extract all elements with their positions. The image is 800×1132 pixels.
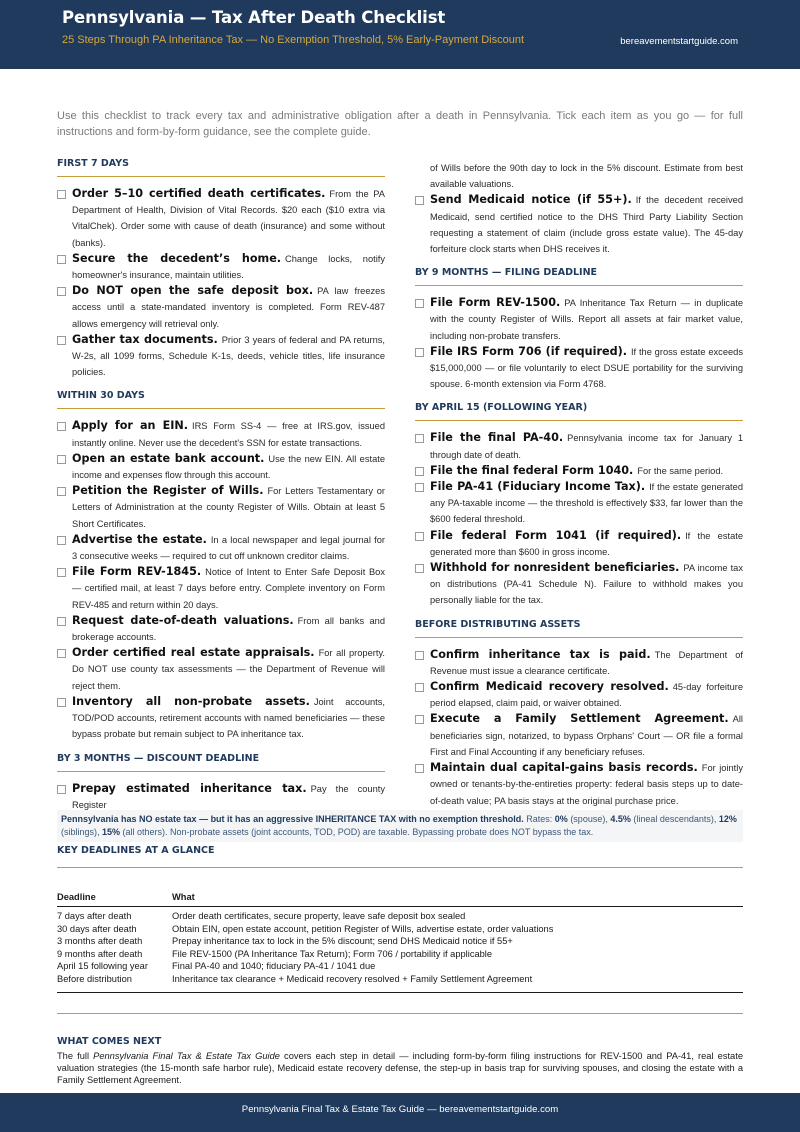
checklist-item-title: Inventory all non-probate assets. (72, 694, 310, 708)
checkbox[interactable] (415, 764, 424, 773)
checklist-item (415, 344, 743, 393)
checklist-item-title: Advertise the estate. (72, 532, 207, 546)
checkbox[interactable] (57, 649, 66, 658)
checklist-item-text: Pennsylvania income tax for January 1 through date of death. (430, 433, 744, 460)
guide-title: Pennsylvania Final Tax & Estate Tax Guide (93, 1051, 280, 1061)
divider (57, 867, 743, 868)
section-heading-within-30-days: WITHIN 30 DAYS (57, 390, 385, 409)
deadline-cell: Before distribution (57, 973, 172, 992)
checklist-item (415, 463, 743, 479)
note-text: (all others). Non-probate assets (joint accounts, TOD, POD) are taxable. Bypassing probate does NOT bypass the tax. (120, 827, 594, 837)
checklist-item-text: The Department of Revenue must issue a clearance certificate. (430, 649, 743, 676)
checklist-item (57, 564, 385, 613)
checklist-by-3-months-continued (415, 192, 743, 257)
note-rate-lineal: 4.5% (610, 814, 631, 824)
section-heading-by-april-15: BY APRIL 15 (FOLLOWING YEAR) (415, 402, 743, 421)
checklist-item (415, 430, 743, 462)
checklist-item-text: PA law freezes access until a state-mandated inventory is completed. Form REV-487 allows emergency will retrieval only. (72, 286, 385, 329)
checklist-item-title: Confirm inheritance tax is paid. (430, 647, 651, 661)
checklist-item-title: File the final federal Form 1040. (430, 463, 634, 477)
checklist-item-text: PA Inheritance Tax Return — in duplicate with the county Register of Wills. Report all assets at fair market value, including non-probate transfers. (430, 298, 743, 341)
checklist-item-text: From all banks and brokerage accounts. (72, 615, 385, 643)
checklist-item-title: Request date-of-death valuations. (72, 613, 294, 627)
checkbox[interactable] (415, 196, 424, 205)
checkbox[interactable] (415, 683, 424, 692)
table-row (57, 923, 743, 936)
checklist-item (415, 679, 743, 711)
checklist-item (57, 283, 385, 332)
table-header-row (57, 888, 743, 907)
next-text-post: covers each step in detail — including form-by-form filing instructions for REV-1500 and PA-41, real estate valuation strategies (the 15-month safe harbor rule), Medicaid estate recovery defense, the step-up in basis trap for surviving spouses, and closing the estate with a Family Settlement Agreement. (57, 1051, 743, 1086)
key-deadlines-table (57, 888, 743, 993)
checklist-item-text: Notice of Intent to Enter Safe Deposit Box — certified mail, at least 7 days before entry. Complete inventory on Form REV-485 and return within 20 days. (72, 567, 385, 610)
page-footer (0, 1093, 800, 1132)
checklist-item-text: Prior 3 years of federal and PA returns, W-2s, all 1099 forms, Schedule K-1s, deeds, vehicle titles, life insurance policies. (72, 334, 385, 378)
table-row (57, 935, 743, 948)
checklist-item-title: Apply for an EIN. (72, 419, 188, 433)
checkbox[interactable] (415, 467, 424, 476)
checkbox[interactable] (57, 255, 66, 264)
table-body (57, 907, 743, 993)
checklist-item-text: PA income tax on distributions (PA-41 Schedule N). Failure to withhold makes you personally liable for the tax. (430, 563, 743, 606)
left-column (57, 156, 385, 813)
what-comes-next-text (57, 1050, 743, 1087)
checklist-item-text: IRS Form SS-4 — free at IRS.gov, issued instantly online. Never use the decedent's SSN for estate transactions. (72, 421, 386, 448)
footer-text: Pennsylvania Final Tax & Estate Tax Guide — bereavementstartguide.com (241, 1104, 559, 1115)
deadline-cell: 9 months after death (57, 948, 143, 959)
what-cell: Prepay inheritance tax to lock in the 5% discount; send DHS Medicaid notice if 55+ (172, 936, 513, 947)
what-cell: Inheritance tax clearance + Medicaid recovery resolved + Family Settlement Agreement (172, 973, 743, 992)
checklist-item-text: For jointly owned or tenants-by-the-entireties property: federal basis steps up to date-of-death value; PA basis stays at the original purchase price. (430, 763, 743, 806)
deadline-cell: April 15 following year (57, 961, 148, 972)
key-deadlines-heading: KEY DEADLINES AT A GLANCE (57, 845, 215, 856)
note-rate-siblings: 12% (718, 814, 737, 824)
intro-text: Use this checklist to track every tax and administrative obligation after a death in Pennsylvania. Tick each item as you go — for full instructions and form-by-form guidance, see the complete guide. (57, 110, 743, 138)
what-comes-next-heading: WHAT COMES NEXT (57, 1036, 162, 1047)
page-subtitle: 25 Steps Through PA Inheritance Tax — No Exemption Threshold, 5% Early-Payment Discount (62, 34, 525, 46)
note-text: (siblings), (61, 827, 103, 837)
deadline-cell: 3 months after death (57, 936, 143, 947)
checklist-item (57, 532, 385, 564)
checklist-item-text: For all property. Do NOT use county tax assessments — the Department of Revenue will reject them. (72, 648, 385, 691)
checkbox[interactable] (57, 422, 66, 431)
checklist-first-7-days (57, 186, 385, 380)
checklist-item-title: File PA-41 (Fiduciary Income Tax). (430, 480, 646, 494)
checklist-item (57, 251, 385, 283)
checklist-item (57, 186, 385, 251)
checklist-item-title: Gather tax documents. (72, 332, 218, 346)
checklist-item-text: Joint accounts, TOD/POD accounts, retirement accounts with named beneficiaries — these bypass probate but remain subject to PA inheritance tax. (72, 696, 385, 740)
checklist-item-title: Send Medicaid notice (if 55+). (430, 193, 632, 207)
checklist-item-title: Confirm Medicaid recovery resolved. (430, 680, 669, 694)
checklist-item-text: Use the new EIN. All estate income and expenses flow through this account. (72, 453, 386, 481)
checklist-item-text: For Letters Testamentary or Letters of Administration at the county Register of Wills. Obtain at least 5 Short Certificates. (72, 486, 385, 529)
note-rate-spouse: 0% (554, 814, 568, 824)
checkbox[interactable] (57, 536, 66, 545)
checklist-item-title: Prepay estimated inheritance tax. (72, 781, 307, 795)
checklist-item-title: Maintain dual capital-gains basis records. (430, 761, 698, 775)
checklist-item (57, 781, 385, 813)
what-cell: Obtain EIN, open estate account, petition Register of Wills, advertise estate, order valuations (172, 923, 554, 934)
checklist-item (57, 613, 385, 645)
deadline-cell: 7 days after death (57, 911, 132, 921)
checklist-item-title: File federal Form 1041 (if required). (430, 528, 682, 542)
checklist-item (415, 295, 743, 344)
table-row (57, 960, 743, 973)
checklist-item-text: From the PA Department of Health, Division of Vital Records. $20 each ($10 extra via VitalChek). Order some with cause of death (insurance) and some without (banks). (72, 189, 385, 248)
table-row (57, 907, 743, 923)
checklist-item-title: Order 5–10 certified death certificates. (72, 187, 326, 200)
checkbox[interactable] (415, 299, 424, 308)
checklist-item (57, 418, 385, 450)
column-header-deadline: Deadline (57, 888, 172, 907)
checklist-item-title: Execute a Family Settlement Agreement. (430, 712, 729, 726)
checklist-item-title: Petition the Register of Wills. (72, 484, 264, 498)
checkbox[interactable] (415, 434, 424, 443)
checklist-item (57, 483, 385, 532)
checkbox[interactable] (57, 617, 66, 626)
section-heading-by-9-months: BY 9 MONTHS — FILING DEADLINE (415, 267, 743, 286)
checklist-item (415, 192, 743, 257)
right-column (415, 160, 743, 809)
checklist-item (57, 645, 385, 694)
column-header-what: What (172, 888, 743, 907)
page-header (0, 0, 800, 69)
checklist-item-text: For the same period. (637, 465, 724, 476)
inheritance-tax-note (57, 810, 743, 842)
note-bold-lead: Pennsylvania has NO estate tax — but it has an aggressive INHERITANCE TAX with no exemption threshold. (61, 814, 524, 824)
checklist-by-april-15 (415, 430, 743, 608)
checklist-item-title: File Form REV-1845. (72, 565, 202, 579)
note-rate-others: 15% (102, 827, 121, 837)
note-text: (lineal descendants), (630, 814, 719, 824)
checkbox[interactable] (57, 487, 66, 496)
divider (57, 1013, 743, 1014)
checklist-item-title: File Form REV-1500. (430, 296, 561, 310)
checklist-item-title: Open an estate bank account. (72, 451, 265, 465)
checklist-by-3-months (57, 781, 385, 813)
checklist-item-text: If the estate generated more than $600 in gross income. (430, 530, 743, 557)
checkbox[interactable] (415, 715, 424, 724)
checkbox[interactable] (57, 455, 66, 464)
deadline-cell: 30 days after death (57, 923, 137, 934)
checklist-item-text: If the decedent received Medicaid, send certified notice to the DHS Third Party Liability Section requesting a statement of claim (include gross estate value). The 45-day forfeiture clock starts when DHS receives it. (430, 195, 743, 255)
note-text: (spouse), (567, 814, 611, 824)
checklist-by-9-months (415, 295, 743, 392)
checkbox[interactable] (57, 190, 66, 199)
checklist-item (57, 332, 385, 381)
checklist-item-text: In a local newspaper and legal journal for 3 consecutive weeks — required to cut off unknown creditor claims. (72, 534, 385, 562)
checkbox[interactable] (415, 483, 424, 492)
section-heading-before-distributing: BEFORE DISTRIBUTING ASSETS (415, 619, 743, 638)
checklist-item (415, 560, 743, 609)
checklist-item (415, 479, 743, 528)
what-cell: Order death certificates, secure property, leave safe deposit box sealed (172, 911, 466, 921)
checkbox[interactable] (415, 348, 424, 357)
checklist-item-text: If the estate generated any PA-taxable income — the threshold is effectively $33, far lower than the $600 federal threshold. (430, 482, 743, 525)
checkbox[interactable] (57, 568, 66, 577)
what-cell: Final PA-40 and 1040; fiduciary PA-41 / 1041 due (172, 961, 376, 972)
page-title: Pennsylvania — Tax After Death Checklist (62, 8, 446, 27)
checklist-item-text: Change locks, notify homeowner's insurance, maintain utilities. (72, 253, 385, 281)
checklist-item (415, 711, 743, 760)
checklist-item-title: File IRS Form 706 (if required). (430, 344, 627, 358)
checklist-within-30-days (57, 418, 385, 742)
checkbox[interactable] (57, 287, 66, 296)
checklist-item (57, 694, 385, 743)
checkbox[interactable] (415, 564, 424, 573)
checklist-item-continued-text: of Wills before the 90th day to lock in the 5% discount. Estimate from best available valuations. (430, 163, 743, 190)
checklist-item-text: If the gross estate exceeds $15,000,000 — or file voluntarily to elect DSUE portability for the surviving spouse. 6-month extension via Form 4768. (430, 346, 743, 390)
table-row (57, 973, 743, 992)
next-text-pre: The full (57, 1051, 94, 1061)
note-text: Rates: (523, 814, 555, 824)
checkbox[interactable] (57, 336, 66, 345)
section-heading-first-7-days: FIRST 7 DAYS (57, 158, 385, 177)
header-site-link[interactable]: bereavementstartguide.com (620, 36, 738, 47)
checklist-item-title: Order certified real estate appraisals. (72, 646, 315, 660)
checkbox[interactable] (57, 698, 66, 707)
section-heading-by-3-months: BY 3 MONTHS — DISCOUNT DEADLINE (57, 753, 385, 772)
what-cell: File REV-1500 (PA Inheritance Tax Return); Form 706 / portability if applicable (172, 948, 493, 959)
table-row (57, 948, 743, 961)
checklist-item-title: Withhold for nonresident beneficiaries. (430, 561, 680, 575)
checklist-item-text: All beneficiaries sign, notarized, to bypass Orphans' Court — OR file a formal First and Final Accounting if any beneficiary refuses. (430, 714, 743, 757)
checklist-item-title: Secure the decedent’s home. (72, 251, 282, 265)
checklist-item-text: Pay the county Register (72, 783, 385, 810)
checklist-item-text: 45-day forfeiture period elapsed, claim paid, or waiver obtained. (430, 682, 744, 709)
checklist-item (415, 528, 743, 560)
checklist-item-title: File the final PA-40. (430, 431, 564, 445)
checklist-item (415, 760, 743, 809)
checklist-before-distributing (415, 647, 743, 809)
checklist-item-title: Do NOT open the safe deposit box. (72, 284, 314, 298)
checkbox[interactable] (415, 532, 424, 541)
checkbox[interactable] (415, 651, 424, 660)
checklist-item (57, 451, 385, 483)
checklist-item (415, 647, 743, 679)
checkbox[interactable] (57, 785, 66, 794)
